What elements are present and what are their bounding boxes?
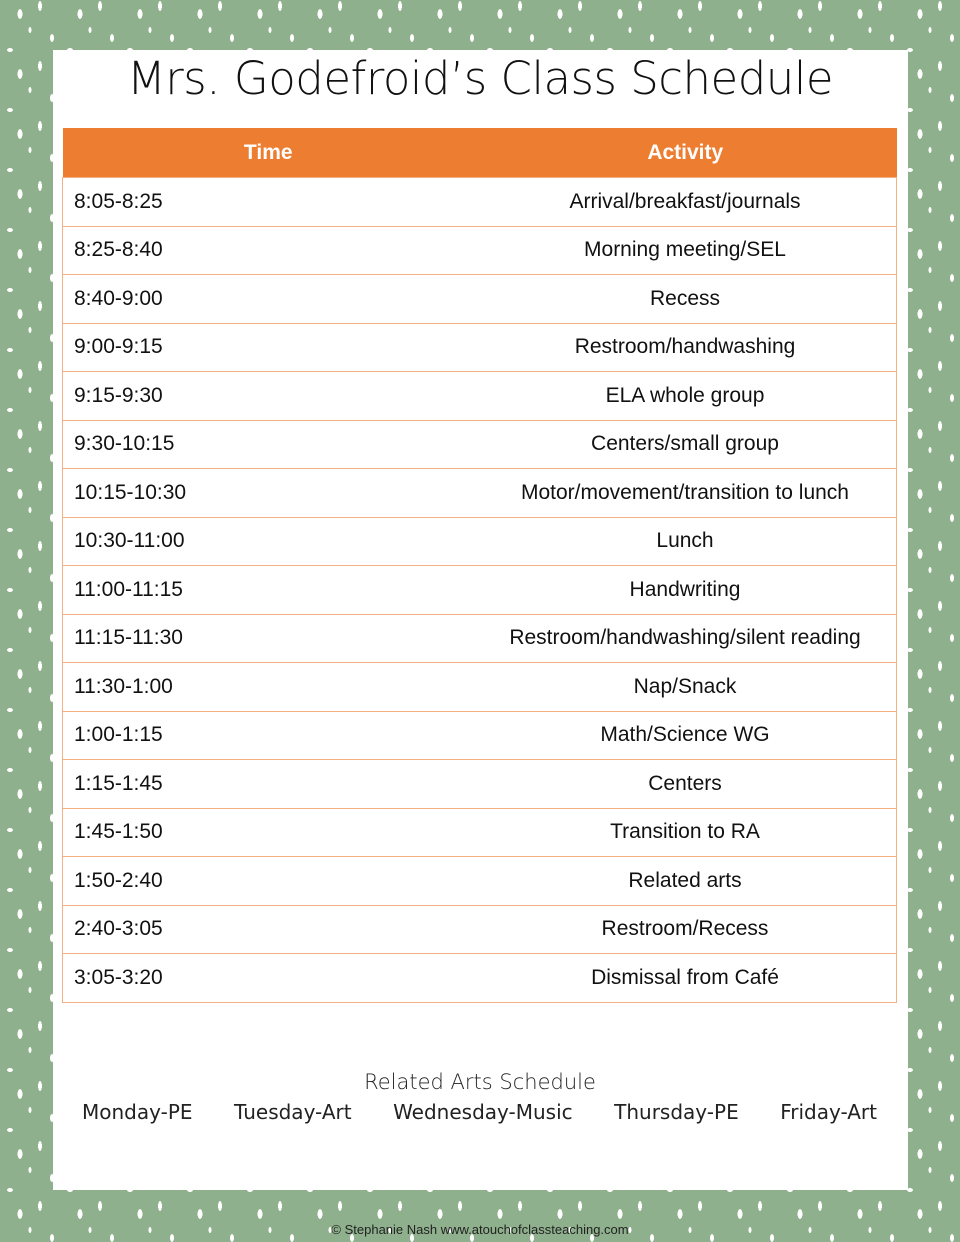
related-arts-days <box>62 1100 897 1124</box>
table-row <box>63 808 897 857</box>
copyright-footer: © Stephanie Nash www.atouchofclassteaching.com <box>331 1222 629 1237</box>
table-row <box>63 857 897 906</box>
activity-cell: Centers <box>474 760 897 809</box>
activity-cell: Morning meeting/SEL <box>474 226 897 275</box>
activity-cell: ELA whole group <box>474 372 897 421</box>
table-row <box>63 226 897 275</box>
activity-cell: Motor/movement/transition to lunch <box>474 469 897 518</box>
table-row <box>63 905 897 954</box>
time-cell: 10:15-10:30 <box>63 469 475 518</box>
activity-cell: Nap/Snack <box>474 663 897 712</box>
table-row <box>63 323 897 372</box>
table-row <box>63 178 897 227</box>
time-cell: 10:30-11:00 <box>63 517 475 566</box>
table-header-row <box>63 128 897 178</box>
time-cell: 11:15-11:30 <box>63 614 475 663</box>
time-cell: 9:15-9:30 <box>63 372 475 421</box>
related-arts-day-wednesday: Wednesday-Music <box>393 1100 573 1124</box>
time-cell: 11:30-1:00 <box>63 663 475 712</box>
time-cell: 9:30-10:15 <box>63 420 475 469</box>
time-cell: 2:40-3:05 <box>63 905 475 954</box>
activity-cell: Dismissal from Café <box>474 954 897 1003</box>
table-row <box>63 614 897 663</box>
time-cell: 1:50-2:40 <box>63 857 475 906</box>
table-row <box>63 517 897 566</box>
table-row <box>63 711 897 760</box>
time-cell: 11:00-11:15 <box>63 566 475 615</box>
table-row <box>63 275 897 324</box>
time-cell: 8:05-8:25 <box>63 178 475 227</box>
activity-cell: Restroom/handwashing <box>474 323 897 372</box>
table-row <box>63 663 897 712</box>
related-arts-day-thursday: Thursday-PE <box>614 1100 739 1124</box>
related-arts-day-monday: Monday-PE <box>82 1100 193 1124</box>
schedule-table <box>62 128 897 1003</box>
related-arts-day-friday: Friday-Art <box>780 1100 877 1124</box>
time-cell: 3:05-3:20 <box>63 954 475 1003</box>
activity-cell: Lunch <box>474 517 897 566</box>
activity-cell: Restroom/Recess <box>474 905 897 954</box>
activity-cell: Restroom/handwashing/silent reading <box>474 614 897 663</box>
time-cell: 1:45-1:50 <box>63 808 475 857</box>
table-row <box>63 372 897 421</box>
activity-cell: Arrival/breakfast/journals <box>474 178 897 227</box>
time-cell: 1:00-1:15 <box>63 711 475 760</box>
activity-cell: Centers/small group <box>474 420 897 469</box>
activity-cell: Related arts <box>474 857 897 906</box>
time-cell: 8:25-8:40 <box>63 226 475 275</box>
related-arts-day-tuesday: Tuesday-Art <box>234 1100 352 1124</box>
activity-cell: Handwriting <box>474 566 897 615</box>
table-row <box>63 954 897 1003</box>
time-cell: 8:40-9:00 <box>63 275 475 324</box>
activity-cell: Recess <box>474 275 897 324</box>
related-arts-title: Related Arts Schedule <box>364 1070 596 1094</box>
table-row <box>63 566 897 615</box>
table-row <box>63 760 897 809</box>
activity-column-header: Activity <box>474 128 897 178</box>
time-column-header: Time <box>63 128 475 178</box>
time-cell: 1:15-1:45 <box>63 760 475 809</box>
activity-cell: Transition to RA <box>474 808 897 857</box>
table-row <box>63 420 897 469</box>
activity-cell: Math/Science WG <box>474 711 897 760</box>
time-cell: 9:00-9:15 <box>63 323 475 372</box>
page-title: Mrs. Godefroid’s Class Schedule <box>126 52 834 105</box>
table-row <box>63 469 897 518</box>
